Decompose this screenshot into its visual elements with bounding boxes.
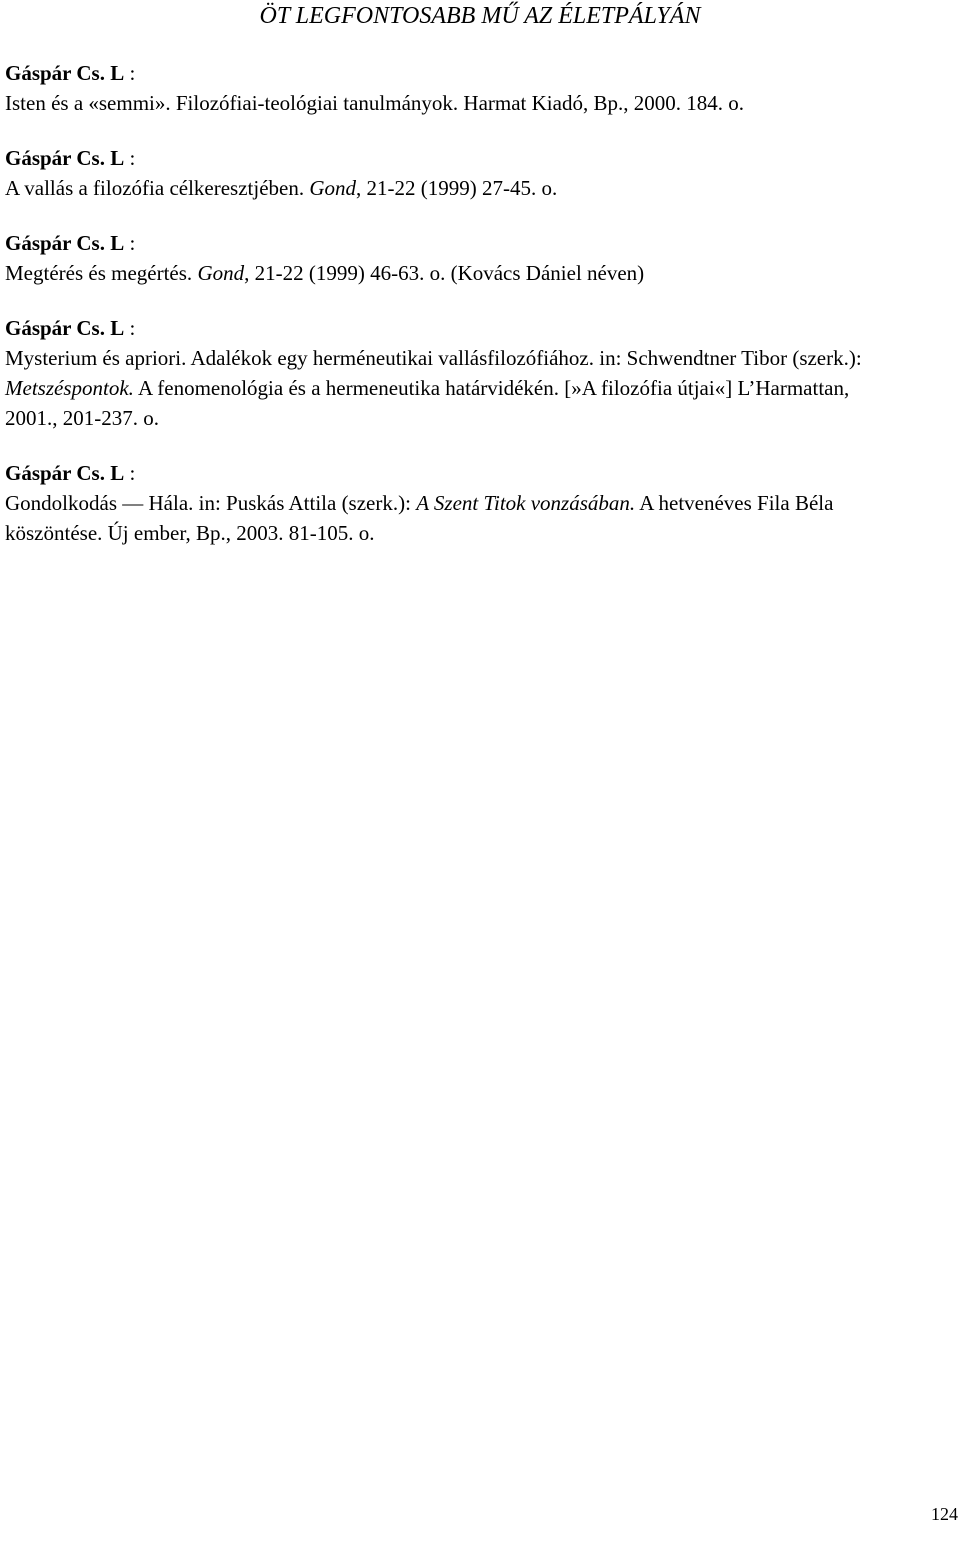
entry-author [5,458,905,488]
bibliography-list [5,58,905,573]
journal-title: Gond [309,176,357,200]
citation-text: Isten és a «semmi». Filozófiai-teológiai tanulmányok. Harmat Kiadó, Bp., 2000. 184. o. [5,91,744,115]
bibliography-entry [5,313,905,433]
journal-title: Gond [197,261,245,285]
bibliography-entry [5,58,905,118]
author-name: Gáspár Cs. L [5,61,125,85]
entry-author [5,228,905,258]
citation-text: A hetvenéves Fila Béla köszöntése. Új ember, Bp., 2003. 81-105. o. [5,491,834,545]
citation-text: Gondolkodás — Hála. in: Puskás Attila (szerk.): [5,491,417,515]
bibliography-entry [5,458,905,548]
entry-citation [5,173,905,203]
author-suffix: : [124,461,136,485]
author-suffix: : [124,61,136,85]
entry-author [5,58,905,88]
page-title: ÖT LEGFONTOSABB MŰ AZ ÉLETPÁLYÁN [259,3,701,29]
page-number: 124 [931,1504,958,1524]
bibliography-entry [5,228,905,288]
author-name: Gáspár Cs. L [5,146,125,170]
citation-text: A vallás a filozófia célkeresztjében. [5,176,310,200]
entry-citation [5,488,905,548]
entry-author [5,143,905,173]
entry-author [5,313,905,343]
entry-citation [5,343,905,433]
citation-text: Megtérés és megértés. [5,261,198,285]
author-suffix: : [124,316,136,340]
citation-text: Mysterium és apriori. Adalékok egy herméneutikai vallásfilozófiához. in: Schwendtner Tibor (szerk.): [5,346,862,370]
citation-text: , 21-22 (1999) 46-63. o. (Kovács Dániel néven) [244,261,645,285]
author-suffix: : [124,231,136,255]
author-name: Gáspár Cs. L [5,316,125,340]
entry-citation [5,258,905,288]
citation-text: , 21-22 (1999) 27-45. o. [356,176,558,200]
entry-citation [5,88,905,118]
bibliography-entry [5,143,905,203]
citation-text: A fenomenológia és a hermeneutika határvidékén. [»A filozófia útjai«] L’Harmattan, 2001., 201-237. o. [5,376,850,430]
author-suffix: : [124,146,136,170]
author-name: Gáspár Cs. L [5,461,125,485]
book-title: Metszéspontok. [5,376,134,400]
author-name: Gáspár Cs. L [5,231,125,255]
book-title: A Szent Titok vonzásában. [416,491,636,515]
